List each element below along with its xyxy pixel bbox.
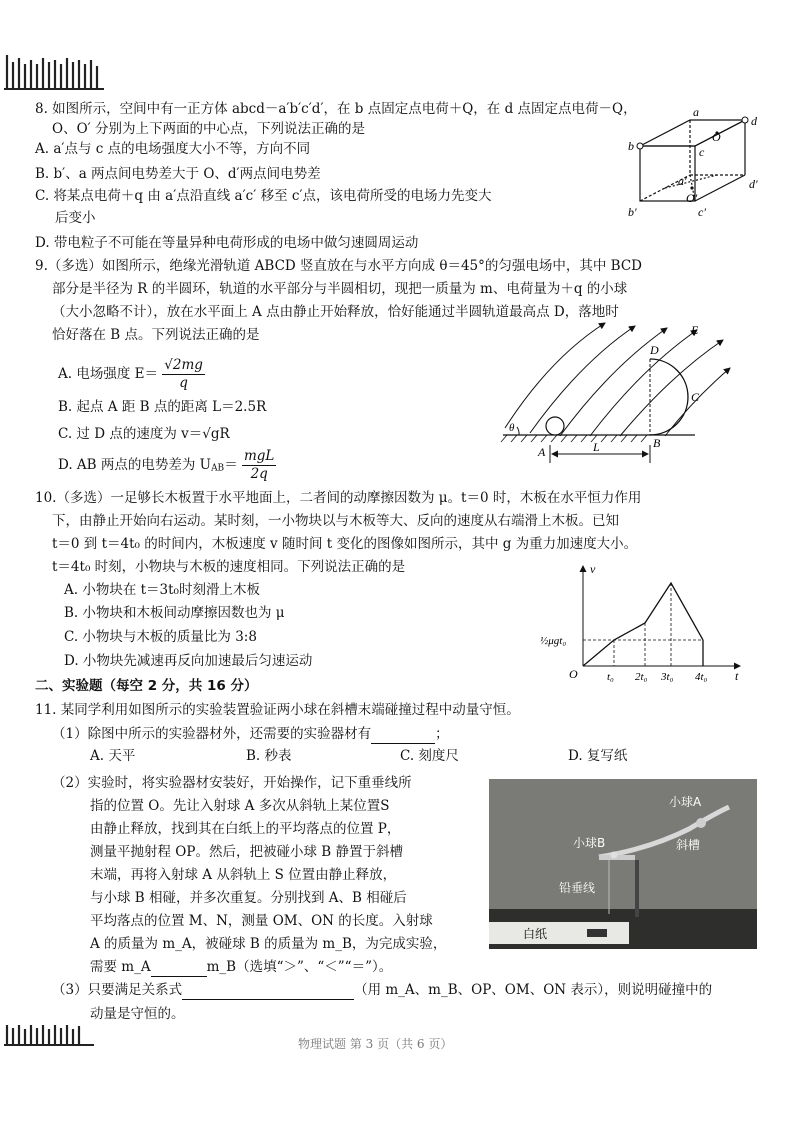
q11-part2-blank[interactable]	[151, 961, 207, 977]
experiment-photo	[489, 779, 757, 949]
q9-option-a: A. 电场强度 E＝ $\frac{√2mg}{q}$	[58, 357, 203, 391]
fig9-label-D: D	[650, 343, 659, 357]
graph-label-origin: O	[569, 667, 578, 681]
q10-option-a: A. 小物块在 t＝3t₀时刻滑上木板	[64, 582, 260, 598]
fig9-label-B: B	[653, 436, 661, 450]
q10-stem-line1: 10.（多选）一足够长木板置于水平地面上，二者间的动摩擦因数为 μ。t＝0 时，木板在水平恒力作用	[35, 490, 642, 506]
fig9-label-L: L	[593, 440, 600, 454]
graph-label-v: v	[590, 562, 596, 576]
cube-label-c: c	[699, 145, 705, 159]
cube-diagram	[620, 108, 770, 226]
q11-part3-cont: 动量是守恒的。	[90, 1006, 185, 1022]
q8-stem-line1: 8. 如图所示，空间中有一正方体 abcd－a′b′c′d′，在 b 点固定点电荷＋Q，在 d 点固定点电荷－Q，	[35, 101, 637, 117]
photo-label-ball-a: 小球A	[669, 795, 702, 809]
q11-part2-line1: （2）实验时，将实验器材安装好，开始操作，记下重垂线所	[52, 775, 412, 791]
cube-label-a: a	[693, 108, 699, 119]
velocity-time-graph	[535, 558, 745, 686]
cube-label-a-prime: a′	[678, 174, 687, 188]
q8-option-c: C. 将某点电荷＋q 由 a′点沿直线 a′c′ 移至 c′点，该电荷所受的电场力先变大	[35, 188, 492, 204]
graph-tick-4t0: 4t₀	[695, 671, 708, 683]
fig9-label-E: E	[691, 323, 699, 337]
q11-part1-blank[interactable]	[371, 728, 435, 744]
q11-part2-line8: A 的质量为 m_A，被碰球 B 的质量为 m_B，为完成实验，	[90, 936, 447, 952]
q9-a-numerator: √2mg	[164, 357, 203, 373]
photo-label-plumb-line: 铅垂线	[559, 881, 596, 895]
q8-option-d: D. 带电粒子不可能在等量异种电荷形成的电场中做匀速圆周运动	[35, 235, 419, 251]
q11-part3-blank[interactable]	[182, 984, 354, 1000]
graph-label-y-value: ½μgt₀	[540, 635, 567, 647]
q11-part3: （3）只要满足关系式 （用 m_A、m_B、OP、OM、ON 表示），则说明碰撞中的	[52, 982, 713, 998]
q8-option-c-cont: 后变小	[55, 210, 96, 226]
q11-stem: 11. 某同学利用如图所示的实验装置验证两小球在斜槽末端碰撞过程中动量守恒。	[35, 702, 520, 718]
q9-option-c: C. 过 D 点的速度为 v＝√gR	[58, 426, 230, 442]
q10-option-c: C. 小物块与木板的质量比为 3:8	[64, 629, 257, 645]
ruler-bottom-decoration	[4, 1022, 104, 1048]
q11-part2-line9: 需要 m_A m_B（选填“＞”、“＜”“＝”）。	[90, 959, 393, 975]
q8-option-a: A. a′点与 c 点的电场强度大小不等，方向不同	[35, 141, 311, 157]
q10-stem-line4: t＝4t₀ 时刻，小物块与木板的速度相同。下列说法正确的是	[52, 559, 406, 575]
q11-part2-line3: 由静止释放，找到其在白纸上的平均落点的位置 P，	[90, 821, 401, 837]
q9-d-numerator: mgL	[243, 448, 275, 464]
q11-part1: （1）除图中所示的实验器材外，还需要的实验器材有 ；	[52, 726, 449, 742]
q11-option-a: A. 天平	[90, 748, 136, 764]
q11-part2-line2: 指的位置 O。先让入射球 A 多次从斜轨上某位置S	[90, 798, 390, 814]
q9-stem-line4: 恰好落在 B 点。下列说法正确的是	[52, 327, 260, 343]
graph-label-t: t	[735, 669, 739, 683]
cube-label-d-prime: d′	[749, 177, 758, 191]
fig9-label-A: A	[538, 445, 546, 459]
q9-option-d: D. AB 两点的电势差为 $U_{AB}=$ mgL 2q	[58, 448, 275, 482]
q11-option-d: D. 复写纸	[568, 748, 628, 764]
graph-tick-t0: t₀	[607, 671, 614, 683]
q11-part2-line6: 与小球 B 相碰，并多次重复。分别找到 A、B 相碰后	[90, 890, 407, 906]
cube-label-b: b	[628, 139, 634, 153]
graph-tick-3t0: 3t₀	[661, 671, 674, 683]
ruler-top-decoration	[4, 50, 104, 92]
photo-label-ball-b: 小球B	[573, 836, 606, 850]
section-2-heading: 二、实验题（每空 2 分，共 16 分）	[35, 678, 258, 694]
q11-option-c: C. 刻度尺	[400, 748, 459, 764]
q9-stem-line1: 9.（多选）如图所示，绝缘光滑轨道 ABCD 竖直放在与水平方向成 θ＝45°的匀强电场中，其中 BCD	[35, 258, 642, 274]
photo-label-chute: 斜槽	[676, 838, 701, 852]
q8-stem-line2: O、O′ 分别为上下两面的中心点，下列说法正确的是	[52, 121, 365, 137]
q10-option-b: B. 小物块和木板间动摩擦因数也为 μ	[64, 605, 285, 621]
q8-option-b: B. b′、a 两点间电势差大于 O、d′两点间电势差	[35, 166, 321, 182]
q9-d-denominator: 2q	[250, 466, 268, 482]
cube-label-c-prime: c′	[698, 205, 706, 219]
cube-label-O-prime: O′	[686, 191, 698, 205]
q9-option-b: B. 起点 A 距 B 点的距离 L＝2.5R	[58, 399, 267, 415]
q11-part2-line7: 平均落点的位置 M、N，测量 OM、ON 的长度。入射球	[90, 913, 433, 929]
fig9-label-C: C	[691, 390, 700, 404]
q10-stem-line2: 下，由静止开始向右运动。某时刻，一小物块以与木板等大、反向的速度从右端滑上木板。已知	[52, 513, 619, 529]
q9-stem-line2: 部分是半径为 R 的半圆环，轨道的水平部分与半圆相切，现把一质量为 m、电荷量为＋q 的小球	[52, 281, 628, 297]
cube-label-b-prime: b′	[628, 205, 637, 219]
track-field-diagram	[495, 318, 735, 466]
cube-label-d: d	[751, 114, 757, 128]
photo-label-white-paper: 白纸	[523, 927, 548, 941]
q9-a-denominator: q	[179, 375, 188, 391]
q10-stem-line3: t＝0 到 t＝4t₀ 的时间内，木板速度 v 随时间 t 变化的图像如图所示，其中 g 为重力加速度大小。	[52, 536, 638, 552]
q11-part2-line5: 末端，再将入射球 A 从斜轨上 S 位置由静止释放，	[90, 867, 397, 883]
cube-label-O: O	[712, 130, 721, 144]
q11-option-b: B. 秒表	[246, 748, 292, 764]
fig9-label-theta: θ	[509, 422, 515, 434]
page-footer: 物理试题 第 3 页（共 6 页）	[298, 1037, 453, 1051]
q11-part2-line4: 测量平抛射程 OP。然后，把被碰小球 B 静置于斜槽	[90, 844, 403, 860]
q10-option-d: D. 小物块先减速再反向加速最后匀速运动	[64, 653, 313, 669]
graph-tick-2t0: 2t₀	[635, 671, 648, 683]
q9-stem-line3: （大小忽略不计），放在水平面上 A 点由静止开始释放，恰好能通过半圆轨道最高点 D，落地时	[52, 304, 619, 320]
